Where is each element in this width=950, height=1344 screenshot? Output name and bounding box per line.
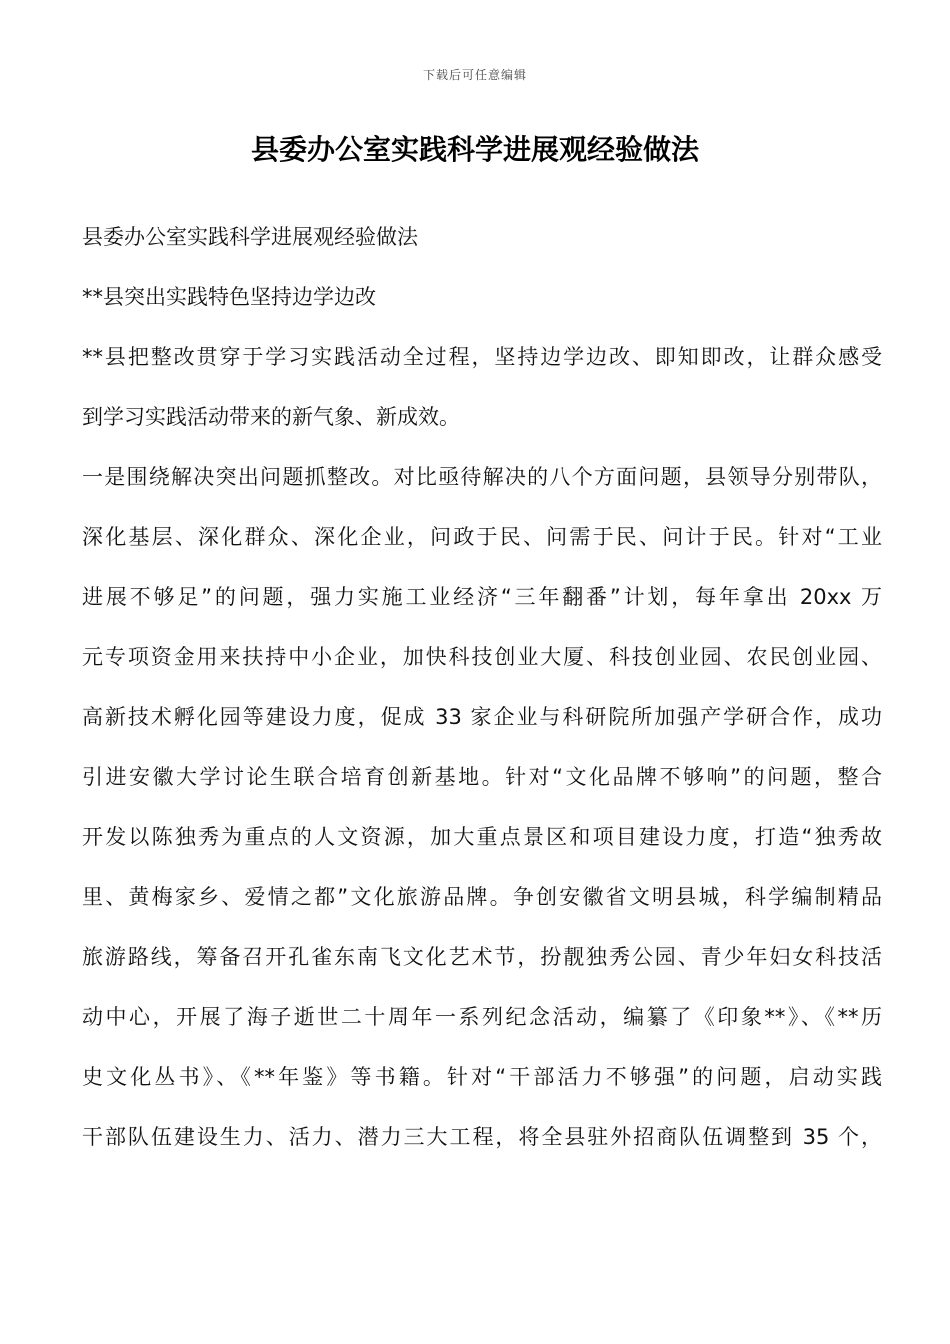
body-line: 干部队伍建设生力、活力、潜力三大工程，将全县驻外招商队伍调整到 35 个， [82,1125,882,1149]
body-line: 引进安徽大学讨论生联合培育创新基地。针对“文化品牌不够响”的问题，整合 [82,765,882,789]
document-title: 县委办公室实践科学进展观经验做法 [250,133,699,166]
body-line: 到学习实践活动带来的新气象、新成效。 [82,405,460,429]
body-line: 元专项资金用来扶持中小企业，加快科技创业大厦、科技创业园、农民创业园、 [82,645,882,669]
body-line: **县把整改贯穿于学习实践活动全过程，坚持边学边改、即知即改，让群众感受 [82,345,882,369]
body-line: 开发以陈独秀为重点的人文资源，加大重点景区和项目建设力度，打造“独秀故 [82,825,882,849]
body-line: 动中心，开展了海子逝世二十周年一系列纪念活动，编纂了《印象**》、《**历 [82,1005,882,1029]
body-line: 进展不够足”的问题，强力实施工业经济“三年翻番”计划，每年拿出 20xx 万 [82,585,882,609]
body-line: 深化基层、深化群众、深化企业，问政于民、问需于民、问计于民。针对“工业 [82,525,882,549]
body-line: **县突出实践特色坚持边学边改 [82,285,376,309]
document-body [82,222,882,1182]
header-note: 下载后可任意编辑 [422,68,527,82]
body-line: 高新技术孵化园等建设力度，促成 33 家企业与科研院所加强产学研合作，成功 [82,705,882,729]
body-line: 旅游路线，筹备召开孔雀东南飞文化艺术节，扮靓独秀公园、青少年妇女科技活 [82,945,882,969]
body-line: 史文化丛书》、《**年鉴》等书籍。针对“干部活力不够强”的问题，启动实践 [82,1065,882,1089]
body-line: 一是围绕解决突出问题抓整改。对比亟待解决的八个方面问题，县领导分别带队， [82,465,882,489]
body-line: 里、黄梅家乡、爱情之都”文化旅游品牌。争创安徽省文明县城，科学编制精品 [82,885,882,909]
body-line: 县委办公室实践科学进展观经验做法 [82,225,418,249]
